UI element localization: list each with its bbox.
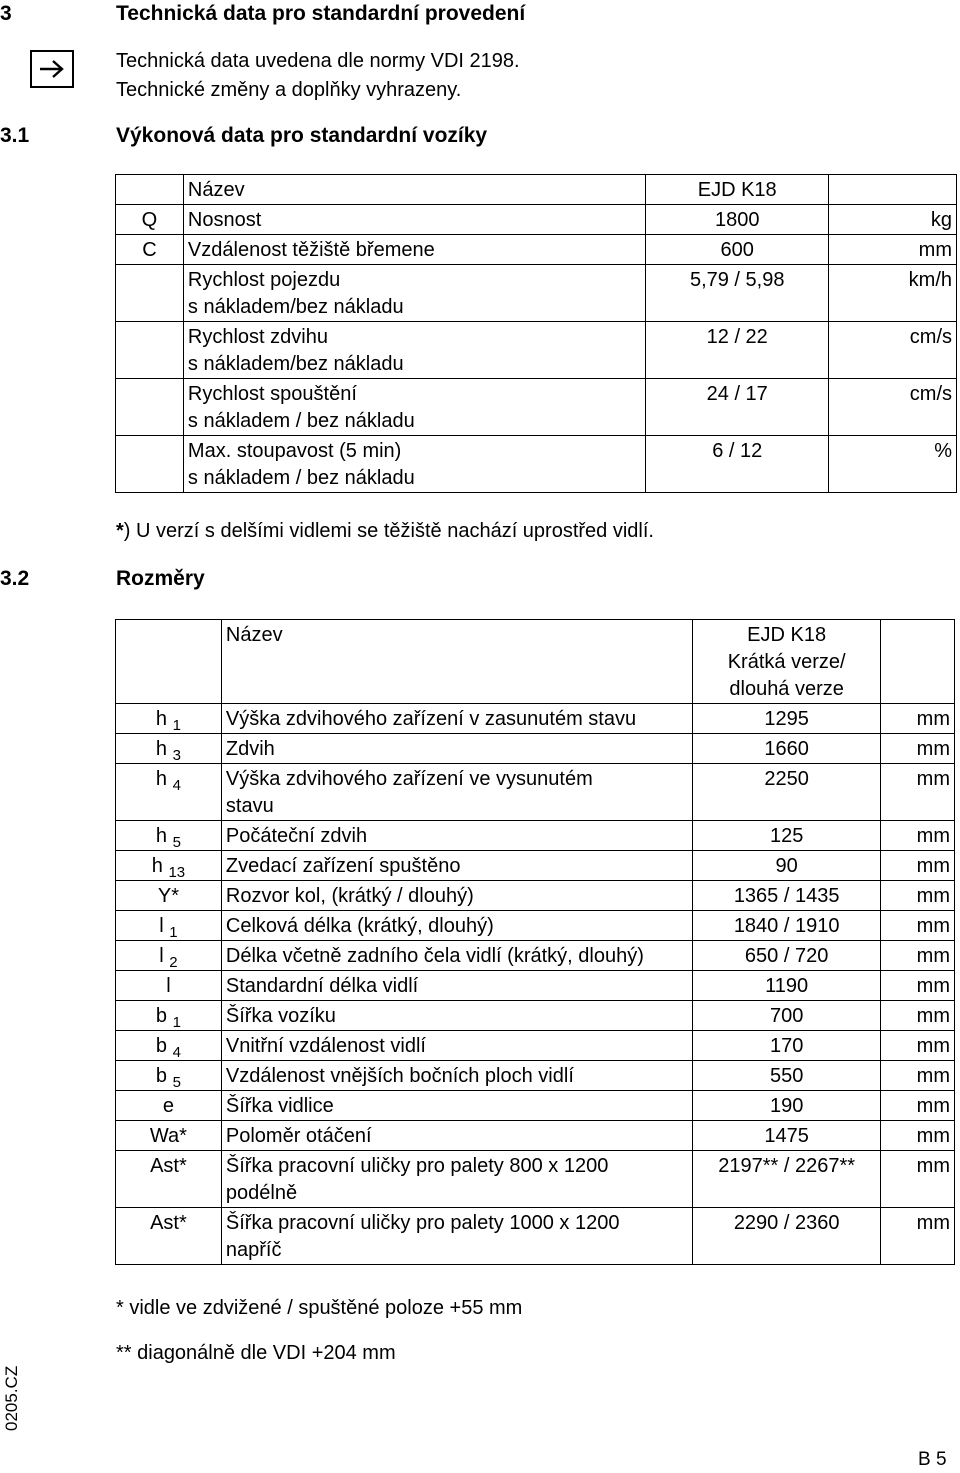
row-name-line-1: Rychlost zdvihu <box>187 326 328 348</box>
row-value: 190 <box>693 1091 881 1121</box>
row-name-line-1: Výška zdvihového zařízení v zasunutém stavu <box>225 708 637 730</box>
row-symbol-letter: h <box>155 738 168 760</box>
row-value: 2290 / 2360 <box>693 1208 881 1265</box>
row-unit: mm <box>881 1151 955 1208</box>
row-symbol-letter: l <box>159 945 164 967</box>
dimensions-footnote-2: ** diagonálně dle VDI +204 mm <box>116 1342 396 1364</box>
row-unit: mm <box>881 1208 955 1265</box>
row-name <box>221 764 692 821</box>
row-symbol-subscript: 1 <box>169 924 178 941</box>
row-value: 2197** / 2267** <box>693 1151 881 1208</box>
row-symbol-letter: e <box>162 1095 174 1117</box>
table-header-row <box>116 620 955 704</box>
row-name-line-1: Vzdálenost vnějších bočních ploch vidlí <box>225 1065 574 1087</box>
row-value: 600 <box>646 235 829 265</box>
row-unit: mm <box>881 941 955 971</box>
row-name-line-2: s nákladem / bez nákladu <box>187 410 415 432</box>
row-symbol-letter: l <box>159 915 164 937</box>
row-symbol-letter: h <box>155 768 168 790</box>
row-unit: mm <box>881 1001 955 1031</box>
row-value: 90 <box>693 851 881 881</box>
row-name <box>183 205 645 235</box>
row-value: 2250 <box>693 764 881 821</box>
table-row <box>116 821 955 851</box>
row-name <box>221 941 692 971</box>
row-symbol-subscript: 3 <box>172 747 181 764</box>
table-row <box>116 704 955 734</box>
subsection-title-dimensions: Rozměry <box>116 567 205 590</box>
table-row <box>116 436 957 493</box>
row-name-line-1: Výška zdvihového zařízení ve vysunutém <box>225 768 593 790</box>
row-name-line-2: s nákladem / bez nákladu <box>187 467 415 489</box>
section-title: Technická data pro standardní provedení <box>116 2 526 25</box>
row-name-line-1: Počáteční zdvih <box>225 825 368 847</box>
row-value: 1800 <box>646 205 829 235</box>
row-name-line-1: Zdvih <box>225 738 275 760</box>
row-name <box>221 821 692 851</box>
row-symbol-letter: b <box>155 1005 168 1027</box>
row-name-line-1: Rozvor kol, (krátký / dlouhý) <box>225 885 474 907</box>
row-symbol-subscript: 4 <box>172 777 181 794</box>
row-name <box>183 322 645 379</box>
row-name <box>221 851 692 881</box>
table-row <box>116 881 955 911</box>
table-row <box>116 205 957 235</box>
row-name <box>221 1208 692 1265</box>
table-row <box>116 1121 955 1151</box>
row-value: 6 / 12 <box>646 436 829 493</box>
row-name <box>183 379 645 436</box>
row-symbol-subscript: 1 <box>172 717 181 734</box>
performance-table <box>115 174 957 493</box>
row-symbol-letter: Y* <box>157 885 179 907</box>
note-line-1: Technická data uvedena dle normy VDI 2198. <box>116 50 520 72</box>
row-name-line-1: Nosnost <box>187 209 262 231</box>
row-name-line-1: Rychlost spouštění <box>187 383 357 405</box>
dimensions-table <box>115 619 955 1265</box>
row-unit: mm <box>881 704 955 734</box>
row-symbol-subscript: 5 <box>172 834 181 851</box>
row-value: 12 / 22 <box>646 322 829 379</box>
row-unit: % <box>829 436 957 493</box>
table-row <box>116 1091 955 1121</box>
row-unit: mm <box>881 1061 955 1091</box>
row-symbol <box>116 911 222 941</box>
header-model <box>693 620 881 704</box>
row-unit: kg <box>829 205 957 235</box>
row-name-line-1: Vzdálenost těžiště břemene <box>187 239 435 261</box>
row-symbol: Q <box>116 205 184 235</box>
document-code: 0205.CZ <box>2 1365 21 1431</box>
row-value: 700 <box>693 1001 881 1031</box>
table-row <box>116 1001 955 1031</box>
row-symbol-letter: Ast* <box>150 1155 187 1177</box>
row-unit: mm <box>881 851 955 881</box>
row-name <box>221 1091 692 1121</box>
row-name-line-1: Poloměr otáčení <box>225 1125 372 1147</box>
table-row <box>116 1208 955 1265</box>
row-unit: mm <box>881 734 955 764</box>
table-row <box>116 1031 955 1061</box>
table-row <box>116 734 955 764</box>
performance-footnote <box>116 518 654 545</box>
row-value: 170 <box>693 1031 881 1061</box>
row-symbol <box>116 881 222 911</box>
dimensions-footnote-1: * vidle ve zdvižené / spuštěné poloze +55 mm <box>116 1297 523 1319</box>
table-row <box>116 941 955 971</box>
row-name-line-2: stavu <box>225 795 274 817</box>
table-row <box>116 379 957 436</box>
row-symbol-letter: l <box>166 975 171 997</box>
table-row <box>116 265 957 322</box>
row-value: 1365 / 1435 <box>693 881 881 911</box>
table-header-row <box>116 175 957 205</box>
row-symbol-subscript: 5 <box>172 1074 181 1091</box>
row-value: 24 / 17 <box>646 379 829 436</box>
row-symbol <box>116 971 222 1001</box>
note-line-2: Technické změny a doplňky vyhrazeny. <box>116 79 462 101</box>
row-symbol <box>116 1208 222 1265</box>
row-symbol <box>116 941 222 971</box>
row-value: 550 <box>693 1061 881 1091</box>
row-name-line-1: Šířka vidlice <box>225 1095 334 1117</box>
row-symbol-subscript: 4 <box>172 1044 181 1061</box>
row-symbol-letter: h <box>155 708 168 730</box>
row-unit: mm <box>829 235 957 265</box>
row-value: 1660 <box>693 734 881 764</box>
row-name <box>183 235 645 265</box>
header-model-name: EJD K18 <box>747 624 827 646</box>
row-name-line-1: Šířka pracovní uličky pro palety 1000 x 1200 <box>225 1212 620 1234</box>
row-unit: mm <box>881 971 955 1001</box>
row-name <box>221 1001 692 1031</box>
table-row <box>116 971 955 1001</box>
row-unit: mm <box>881 1031 955 1061</box>
row-name-line-1: Zvedací zařízení spuštěno <box>225 855 461 877</box>
row-symbol <box>116 1031 222 1061</box>
row-symbol-letter: h <box>155 825 168 847</box>
row-symbol-letter: Ast* <box>150 1212 187 1234</box>
row-value: 650 / 720 <box>693 941 881 971</box>
header-model-sub1: Krátká verze/ <box>727 651 846 673</box>
row-unit: mm <box>881 821 955 851</box>
row-value: 1295 <box>693 704 881 734</box>
row-name-line-1: Rychlost pojezdu <box>187 269 341 291</box>
row-unit: cm/s <box>829 379 957 436</box>
section-number: 3 <box>0 2 12 25</box>
row-symbol <box>116 1151 222 1208</box>
row-unit: mm <box>881 1121 955 1151</box>
table-row <box>116 911 955 941</box>
row-name-line-1: Standardní délka vidlí <box>225 975 419 997</box>
page-number: B 5 <box>918 1449 947 1470</box>
row-unit: km/h <box>829 265 957 322</box>
note-text <box>116 47 520 105</box>
row-symbol <box>116 436 184 493</box>
header-name: Název <box>183 175 645 205</box>
header-name: Název <box>221 620 692 704</box>
row-name-line-1: Délka včetně zadního čela vidlí (krátký, dlouhý) <box>225 945 644 967</box>
row-symbol-subscript: 2 <box>169 954 178 971</box>
table-row <box>116 1151 955 1208</box>
row-value: 125 <box>693 821 881 851</box>
subsection-title: Výkonová data pro standardní vozíky <box>116 124 488 147</box>
row-name <box>183 265 645 322</box>
row-name-line-1: Šířka vozíku <box>225 1005 336 1027</box>
row-symbol <box>116 764 222 821</box>
row-name <box>221 971 692 1001</box>
row-symbol <box>116 821 222 851</box>
row-unit: mm <box>881 881 955 911</box>
row-symbol <box>116 734 222 764</box>
row-symbol-letter: b <box>155 1035 168 1057</box>
subsection-number: 3.1 <box>0 124 30 147</box>
row-name-line-1: Šířka pracovní uličky pro palety 800 x 1200 <box>225 1155 609 1177</box>
row-name-line-2: s nákladem/bez nákladu <box>187 353 404 375</box>
footnote-mark: * <box>116 520 124 542</box>
row-name <box>183 436 645 493</box>
row-symbol <box>116 704 222 734</box>
row-name-line-1: Max. stoupavost (5 min) <box>187 440 402 462</box>
row-name-line-1: Celková délka (krátký, dlouhý) <box>225 915 494 937</box>
row-value: 1840 / 1910 <box>693 911 881 941</box>
row-symbol-subscript: 1 <box>172 1014 181 1031</box>
row-name <box>221 1121 692 1151</box>
table-row <box>116 764 955 821</box>
row-unit: mm <box>881 764 955 821</box>
row-unit: mm <box>881 911 955 941</box>
row-symbol <box>116 1091 222 1121</box>
row-name-line-2: s nákladem/bez nákladu <box>187 296 404 318</box>
table-row <box>116 1061 955 1091</box>
row-symbol <box>116 1001 222 1031</box>
row-symbol <box>116 851 222 881</box>
row-name <box>221 704 692 734</box>
row-unit: cm/s <box>829 322 957 379</box>
row-unit: mm <box>881 1091 955 1121</box>
row-name <box>221 911 692 941</box>
subsection-number-dimensions: 3.2 <box>0 567 30 590</box>
row-name <box>221 1151 692 1208</box>
row-name <box>221 1061 692 1091</box>
row-name <box>221 1031 692 1061</box>
row-symbol <box>116 379 184 436</box>
row-symbol: C <box>116 235 184 265</box>
table-row <box>116 851 955 881</box>
row-symbol <box>116 1121 222 1151</box>
arrow-right-icon <box>30 50 74 88</box>
row-symbol-letter: h <box>151 855 163 877</box>
row-symbol-letter: Wa* <box>149 1125 187 1147</box>
row-symbol-subscript: 13 <box>168 864 186 881</box>
header-model-sub2: dlouhá verze <box>729 678 844 700</box>
table-row <box>116 235 957 265</box>
footnote-text: ) U verzí s delšími vidlemi se těžiště nachází uprostřed vidlí. <box>123 520 654 542</box>
row-symbol <box>116 322 184 379</box>
row-name-line-1: Vnitřní vzdálenost vidlí <box>225 1035 426 1057</box>
row-symbol <box>116 1061 222 1091</box>
row-name <box>221 881 692 911</box>
table-row <box>116 322 957 379</box>
row-value: 1190 <box>693 971 881 1001</box>
row-symbol-letter: b <box>155 1065 168 1087</box>
row-symbol <box>116 265 184 322</box>
header-model: EJD K18 <box>646 175 829 205</box>
row-value: 5,79 / 5,98 <box>646 265 829 322</box>
row-name <box>221 734 692 764</box>
row-name-line-2: podélně <box>225 1182 298 1204</box>
row-value: 1475 <box>693 1121 881 1151</box>
row-name-line-2: napříč <box>225 1239 282 1261</box>
